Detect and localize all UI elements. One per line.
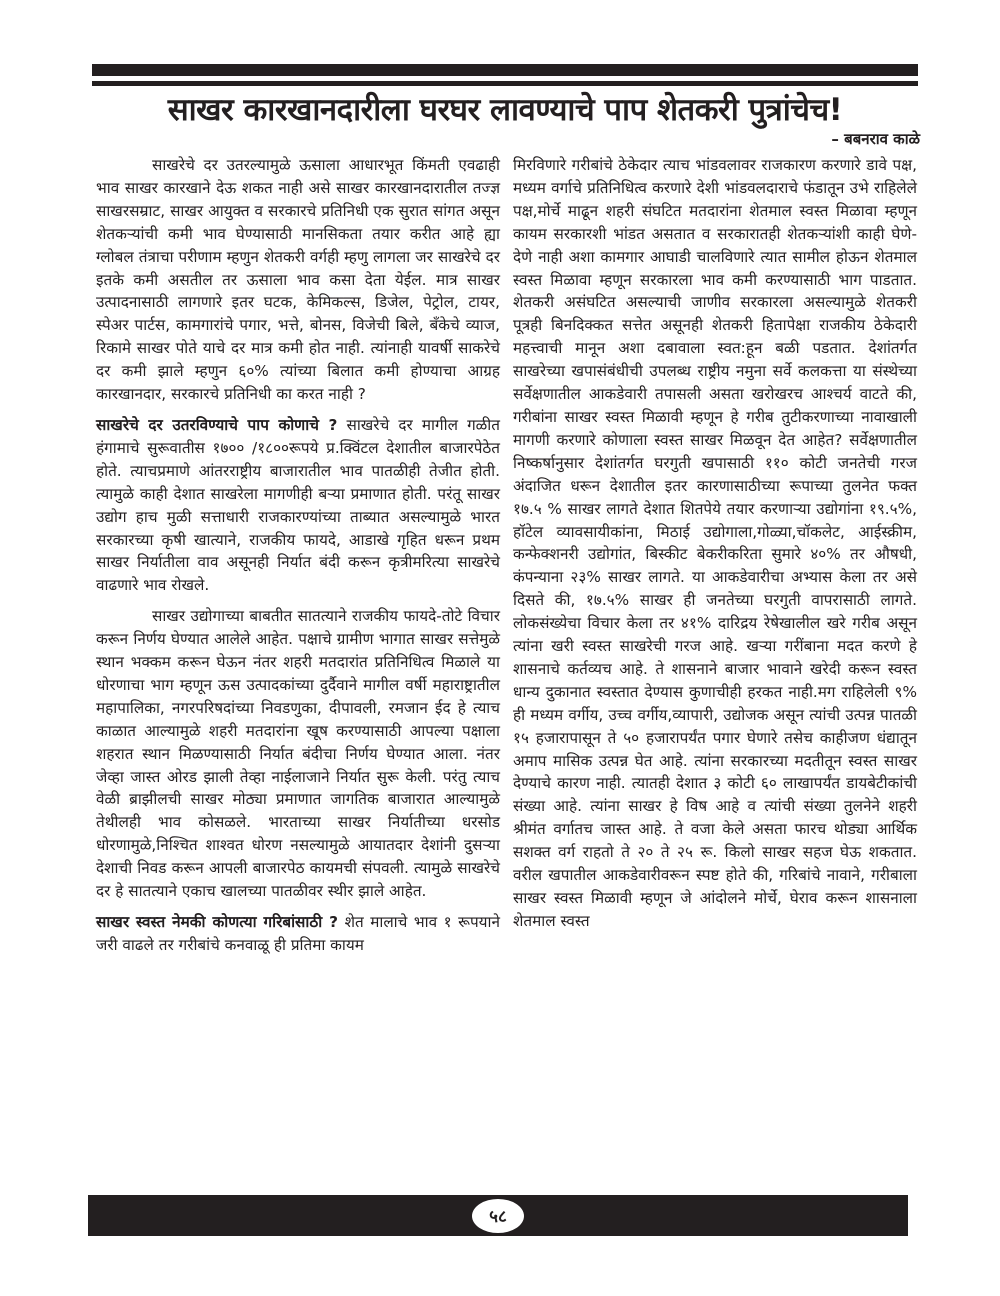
paragraph-body: शेत मालाचे भाव १ रूपयाने जरी वाढले तर गरीबांचे कनवाळू ही प्रतिमा कायम bbox=[96, 913, 500, 954]
header-rule-thick bbox=[92, 64, 918, 76]
paragraph: साखरेचे दर उतरल्यामुळे ऊसाला आधारभूत किंमती एवढाही भाव साखर कारखाने देऊ शकत नाही असे साखर कारखानदारातील तज्ज्ञ साखरसम्राट, साखर आयुक्त व सरकारचे प्रतिनिधी एक सुरात सांगत असून शेतकऱ्यांची कमी भाव घेण्यासाठी मानसिकता तयार करीत आहे ह्या ग्लोबल तंत्राचा परीणाम म्हणुन शेतकरी वर्गही म्हणु लागला जर साखरेचे दर इतके कमी असतील तर ऊसाला भाव कसा देता येईल. मात्र साखर उत्पादनासाठी लागणारे इतर घटक, केमिकल्स, डिजेल, पेट्रोल, टायर, स्पेअर पार्टस, कामगारांचे पगार, भत्ते, बोनस, विजेची बिले, बँकेचे व्याज, रिकामे साखर पोते याचे दर मात्र कमी होत नाही. त्यांनाही यावर्षी साकरेचे दर कमी झाले म्हणुन ६०% त्यांच्या बिलात कमी होण्याचा आग्रह कारखानदार, सरकारचे प्रतिनिधी का करत नाही ? bbox=[96, 156, 500, 404]
article-title: साखर कारखानदारीला घरघर लावण्याचे पाप शेतकरी पुत्रांचेच! bbox=[167, 92, 843, 128]
paragraph: मिरविणारे गरीबांचे ठेकेदार त्याच भांडवलावर राजकारण करणारे डावे पक्ष, मध्यम वर्गाचे प्रतिनिधित्व करणारे देशी भांडवलदाराचे फंडातून उभे राहिलेले पक्ष,मोर्चे माढून शहरी संघटित मतदारांना शेतमाल स्वस्त मिळावा म्हणून कायम सरकारशी भांडत असतात व सरकारातही शेतकऱ्यांशी काही घेणे-देणे नाही अशा कामगार आघाडी चालविणारे त्यात सामील होऊन शेतमाल स्वस्त मिळावा म्हणून सरकारला भाव कमी करण्यासाठी भाग पाडतात. शेतकरी असंघटित असल्याची जाणीव सरकारला असल्यामुळे शेतकरी पूत्रही बिनदिक्कत सत्तेत असूनही शेतकरी हितापेक्षा राजकीय ठेकेदारी महत्त्वाची मानून अशा दबावाला स्वत:हून बळी पडतात. देशांतर्गत साखरेच्या खपासंबंधीची उपलब्ध राष्ट्रीय नमुना सर्वे कलकत्ता या संस्थेच्या सर्वेक्षणातील आकडेवारी तपासली असता खरोखरच आश्चर्य वाटते की, गरीबांना साखर स्वस्त मिळावी म्हणून हे गरीब तुटीकरणाच्या नावाखाली मागणी करणारे कोणाला स्वस्त साखर मिळवून देत आहेत? सर्वेक्षणातील निष्कर्षानुसार देशांतर्गत घरगुती खपासाठी ११० कोटी जनतेची गरज अंदाजित धरून देशातील इतर कारणासाठीच्या रूपाच्या तुलनेत फक्त १७.५ % साखर लागते देशात शितपेये तयार करणाऱ्या उद्योगांना १९.५%, हॉटेल व्यावसायीकांना, मिठाई उद्योगाला,गोळ्या,चॉकलेट, आईस्क्रीम, कन्फेक्शनरी उद्योगांत, बिस्कीट बेकरीकरिता सुमारे ४०% तर औषधी, कंपन्याना २३% साखर लागते. या आकडेवारीचा अभ्यास केला तर असे दिसते की, १७.५% साखर ही जनतेच्या घरगुती वापरासाठी लागते. लोकसंख्येचा विचार केला तर ४१% दारिद्रय रेषेखालील खरे गरीब असून त्यांना खरी स्वस्त साखरेची गरज आहे. खऱ्या गरींबाना मदत करणे हे शासनाचे कर्तव्यच आहे. ते शासनाने बाजार भावाने खरेदी करून स्वस्त धान्य दुकानात स्वस्तात देण्यास कुणाचीही हरकत नाही.मग राहिलेली ९% ही मध्यम वर्गीय, उच्च वर्गीय,व्यापारी, उद्योजक असून त्यांची उत्पन्न पातळी १५ हजारापासून ते ५० हजारापर्यंत पगार घेणारे तसेच काहीजण धंद्यातून अमाप मासिक उत्पन्न घेत आहे. त्यांना सरकारच्या मदतीतून स्वस्त साखर देण्याचे कारण नाही. त्यातही देशात ३ कोटी ६० लाखापर्यंत डायबेटीकांची संख्या आहे. त्यांना साखर हे विष आहे व त्यांची संख्या तुलनेने शहरी श्रीमंत वर्गातच जास्त आहे. ते वजा केले असता फारच थोड्या आर्थिक सशक्त वर्ग राहतो ते २० ते २५ रू. किलो साखर सहज घेऊ शकतात. वरील खपातील आकडेवारीवरून स्पष्ट होते की, गरिबांचे नावाने, गरीबाला साखर स्वस्त मिळावी म्हणून जे आंदोलने मोर्चे, घेराव करून शासनाला शेतमाल स्वस्त bbox=[513, 156, 917, 930]
header-rule-thin bbox=[92, 81, 918, 86]
footer-band bbox=[88, 1195, 908, 1236]
left-column bbox=[96, 154, 500, 965]
section-heading: साखरेचे दर उतरविण्याचे पाप कोणाचे ? bbox=[96, 415, 338, 434]
paragraph-body: साखरेचे दर मागील गळीत हंगामाचे सुरूवातीस १७०० /१८००रूपये प्र.क्विंटल देशातील बाजारपेठेत होते. त्याचप्रमाणे आंतरराष्ट्रीय बाजारातील भाव पातळीही तेजीत होती. त्यामुळे काही देशात साखरेला मागणीही बऱ्या प्रमाणात होती. परंतू साखर उद्योग हाच मुळी सत्ताधारी राजकारण्यांच्या ताब्यात असल्यामुळे भारत सरकारच्या कृषी खात्याने, राजकीय फायदे, आडाखे गृहित धरून प्रथम साखर निर्यातीला वाव असूनही निर्यात बंदी करून कृत्रीमरित्या साखरेचे वाढणारे भाव रोखले. bbox=[96, 415, 500, 595]
page-number: ५८ bbox=[472, 1199, 524, 1233]
paragraph: साखर उद्योगाच्या बाबतीत सातत्याने राजकीय फायदे-तोटे विचार करून निर्णय घेण्यात आलेले आहेत. पक्षाचे ग्रामीण भागात साखर सत्तेमुळे स्थान भक्कम करून घेऊन नंतर शहरी मतदारांत प्रतिनिधित्व मिळाले या धोरणाचा भाग म्हणून ऊस उत्पादकांच्या दुर्दैवाने मागील वर्षी महाराष्ट्रातील महापालिका, नगरपरिषदांच्या निवडणुका, दीपावली, रमजान ईद हे त्याच काळात आल्यामुळे शहरी मतदारांना खूष करण्यासाठी आपल्या पक्षाला शहरात स्थान मिळण्यासाठी निर्यात बंदीचा निर्णय घेण्यात आला. नंतर जेव्हा जास्त ओरड झाली तेव्हा नाईलाजाने निर्यात सुरू केली. परंतु त्याच वेळी ब्राझीलची साखर मोठ्या प्रमाणात जागतिक बाजारात आल्यामुळे तेथीलही भाव कोसळले. भारताच्या साखर निर्यातीच्या धरसोड धोरणामुळे,निश्चित शाश्वत धोरण नसल्यामुळे आयातदार देशांनी दुसऱ्या देशाची निवड करून आपली बाजारपेठ कायमची संपवली. त्यामुळे साखरेचे दर हे सातत्याने एकाच खालच्या पातळीवर स्थीर झाले आहेत. bbox=[96, 607, 500, 901]
section-heading: साखर स्वस्त नेमकी कोणत्या गरिबांसाठी ? bbox=[96, 913, 339, 931]
right-column bbox=[513, 154, 917, 941]
author-byline: – बबनराव काळे bbox=[831, 130, 920, 148]
paragraph bbox=[96, 414, 500, 597]
paragraph bbox=[96, 911, 500, 957]
